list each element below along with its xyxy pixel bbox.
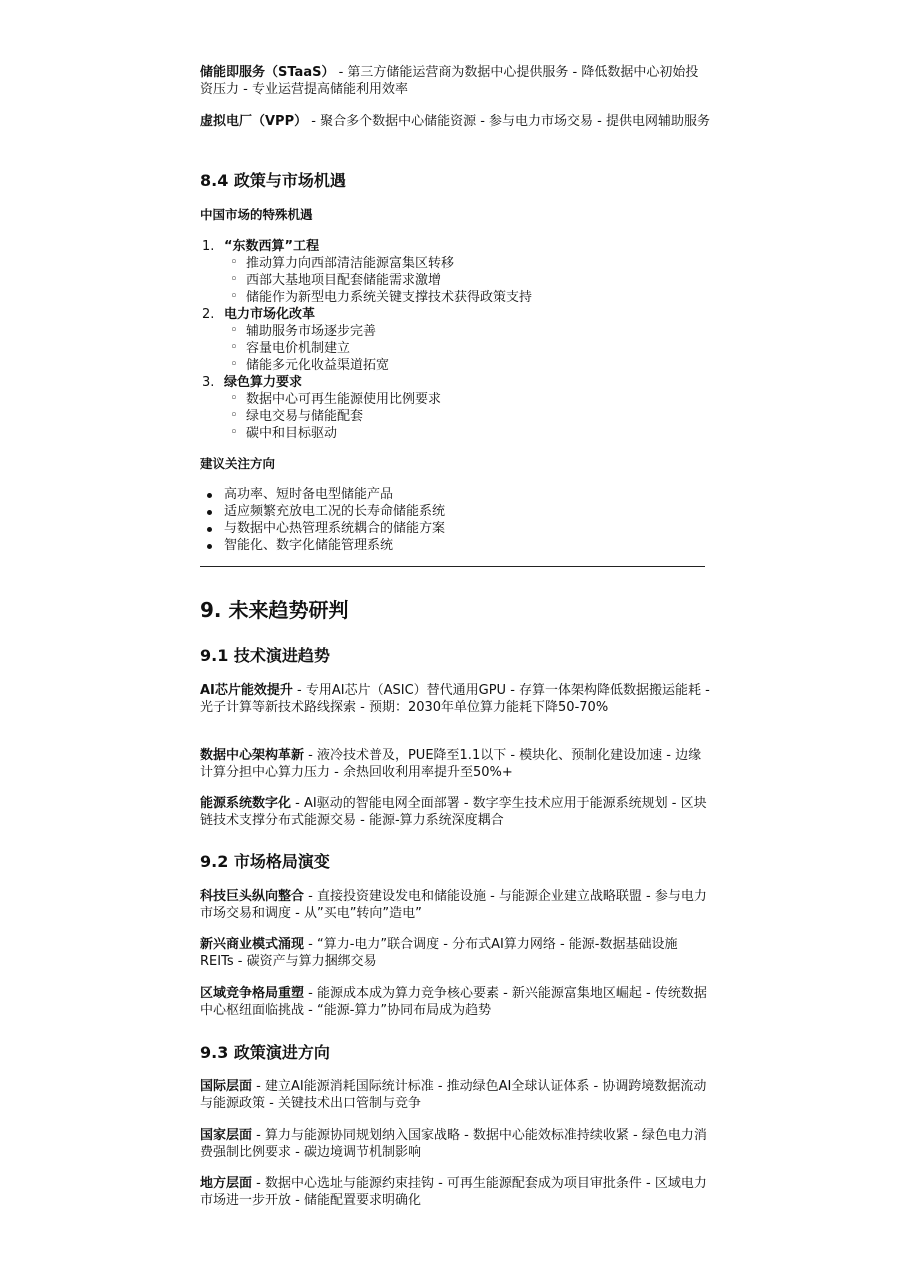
paragraph-text: - 专用AI芯片（ASIC）替代通用GPU - 存算一体架构降低数据搬运能耗 - 光子计算等新技术路线探索 - 预期：2030年单位算力能耗下降50-70% [200, 683, 710, 715]
list-item [200, 238, 710, 306]
paragraph [200, 682, 710, 716]
paragraph [200, 985, 710, 1019]
vpp-paragraph [200, 113, 710, 130]
sub-item: ◦ 碳中和目标驱动 [230, 425, 710, 442]
paragraph-text: - 液冷技术普及，PUE降至1.1以下 - 模块化、预制化建设加速 - 边缘计算分担中心算力压力 - 余热回收利用率提升至50%+ [200, 748, 702, 780]
sub-item: ◦ 储能多元化收益渠道拓宽 [230, 357, 710, 374]
paragraph [200, 795, 710, 829]
list-number: 2. [202, 307, 215, 322]
vpp-label: 虚拟电厂（VPP） [200, 114, 308, 129]
section-9-3-heading: 9.3 政策演进方向 [200, 1043, 330, 1062]
list-item [200, 306, 710, 374]
paragraph-text: - 建立AI能源消耗国际统计标准 - 推动绿色AI全球认证体系 - 协调跨境数据流动与能源政策 - 关键技术出口管制与竞争 [200, 1079, 707, 1111]
paragraph-text: - AI驱动的智能电网全面部署 - 数字孪生技术应用于能源系统规划 - 区块链技术支撑分布式能源交易 - 能源-算力系统深度耦合 [200, 796, 707, 828]
sub-item: ◦ 绿电交易与储能配套 [230, 408, 710, 425]
bullet-item: 适应频繁充放电工况的长寿命储能系统 [200, 503, 710, 520]
list-item-title: “东数西算”工程 [224, 239, 320, 254]
chapter-9-heading: 9. 未来趋势研判 [200, 598, 349, 622]
bullet-item: 智能化、数字化储能管理系统 [200, 537, 710, 554]
vpp-text: - 聚合多个数据中心储能资源 - 参与电力市场交易 - 提供电网辅助服务 [307, 114, 710, 129]
paragraph-text: - 数据中心选址与能源约束挂钩 - 可再生能源配套成为项目审批条件 - 区域电力市场进一步开放 - 储能配置要求明确化 [200, 1176, 707, 1208]
paragraph-label: AI芯片能效提升 [200, 683, 293, 698]
paragraph [200, 888, 710, 922]
section-9-1-heading: 9.1 技术演进趋势 [200, 646, 330, 665]
paragraph-label: 数据中心架构革新 [200, 748, 305, 763]
section-8-4-heading: 8.4 政策与市场机遇 [200, 171, 346, 190]
sub-item: ◦ 西部大基地项目配套储能需求激增 [230, 272, 710, 289]
china-opportunity-title: 中国市场的特殊机遇 [200, 207, 313, 222]
paragraph-text: - 直接投资建设发电和储能设施 - 与能源企业建立战略联盟 - 参与电力市场交易和调度 - 从”买电”转向”造电” [200, 889, 707, 921]
list-number: 3. [202, 375, 215, 390]
paragraph-label: 新兴商业模式涌现 [200, 937, 305, 952]
sub-item: ◦ 辅助服务市场逐步完善 [230, 323, 710, 340]
section-9-2-heading: 9.2 市场格局演变 [200, 852, 330, 871]
paragraph-label: 国家层面 [200, 1128, 253, 1143]
paragraph-label: 区域竞争格局重塑 [200, 986, 305, 1001]
paragraph [200, 1127, 710, 1161]
list-item-title: 电力市场化改革 [224, 307, 316, 322]
paragraph [200, 1078, 710, 1112]
suggest-list [200, 486, 710, 554]
horizontal-divider [200, 566, 705, 567]
paragraph-text: - “算力-电力”联合调度 - 分布式AI算力网络 - 能源-数据基础设施REITs - 碳资产与算力捆绑交易 [200, 937, 678, 969]
paragraph [200, 936, 710, 970]
list-item-title: 绿色算力要求 [224, 375, 303, 390]
paragraph-label: 地方层面 [200, 1176, 253, 1191]
paragraph-label: 国际层面 [200, 1079, 253, 1094]
paragraph-label: 科技巨头纵向整合 [200, 889, 305, 904]
bullet-item: 与数据中心热管理系统耦合的储能方案 [200, 520, 710, 537]
paragraph-label: 能源系统数字化 [200, 796, 292, 811]
suggest-title: 建议关注方向 [200, 456, 276, 471]
sub-item: ◦ 数据中心可再生能源使用比例要求 [230, 391, 710, 408]
staas-text: - 第三方储能运营商为数据中心提供服务 - 降低数据中心初始投资压力 - 专业运营提高储能利用效率 [200, 65, 699, 97]
sub-item: ◦ 推动算力向西部清洁能源富集区转移 [230, 255, 710, 272]
sub-item: ◦ 容量电价机制建立 [230, 340, 710, 357]
sub-item: ◦ 储能作为新型电力系统关键支撑技术获得政策支持 [230, 289, 710, 306]
paragraph-text: - 算力与能源协同规划纳入国家战略 - 数据中心能效标准持续收紧 - 绿色电力消费强制比例要求 - 碳边境调节机制影响 [200, 1128, 707, 1160]
list-item [200, 374, 710, 442]
staas-paragraph [200, 64, 710, 98]
paragraph [200, 747, 710, 781]
china-opportunity-list [200, 238, 710, 442]
list-number: 1. [202, 239, 215, 254]
paragraph-text: - 能源成本成为算力竞争核心要素 - 新兴能源富集地区崛起 - 传统数据中心枢纽面临挑战 - “能源-算力”协同布局成为趋势 [200, 986, 707, 1018]
paragraph [200, 1175, 710, 1209]
bullet-item: 高功率、短时备电型储能产品 [200, 486, 710, 503]
staas-label: 储能即服务（STaaS） [200, 65, 335, 80]
